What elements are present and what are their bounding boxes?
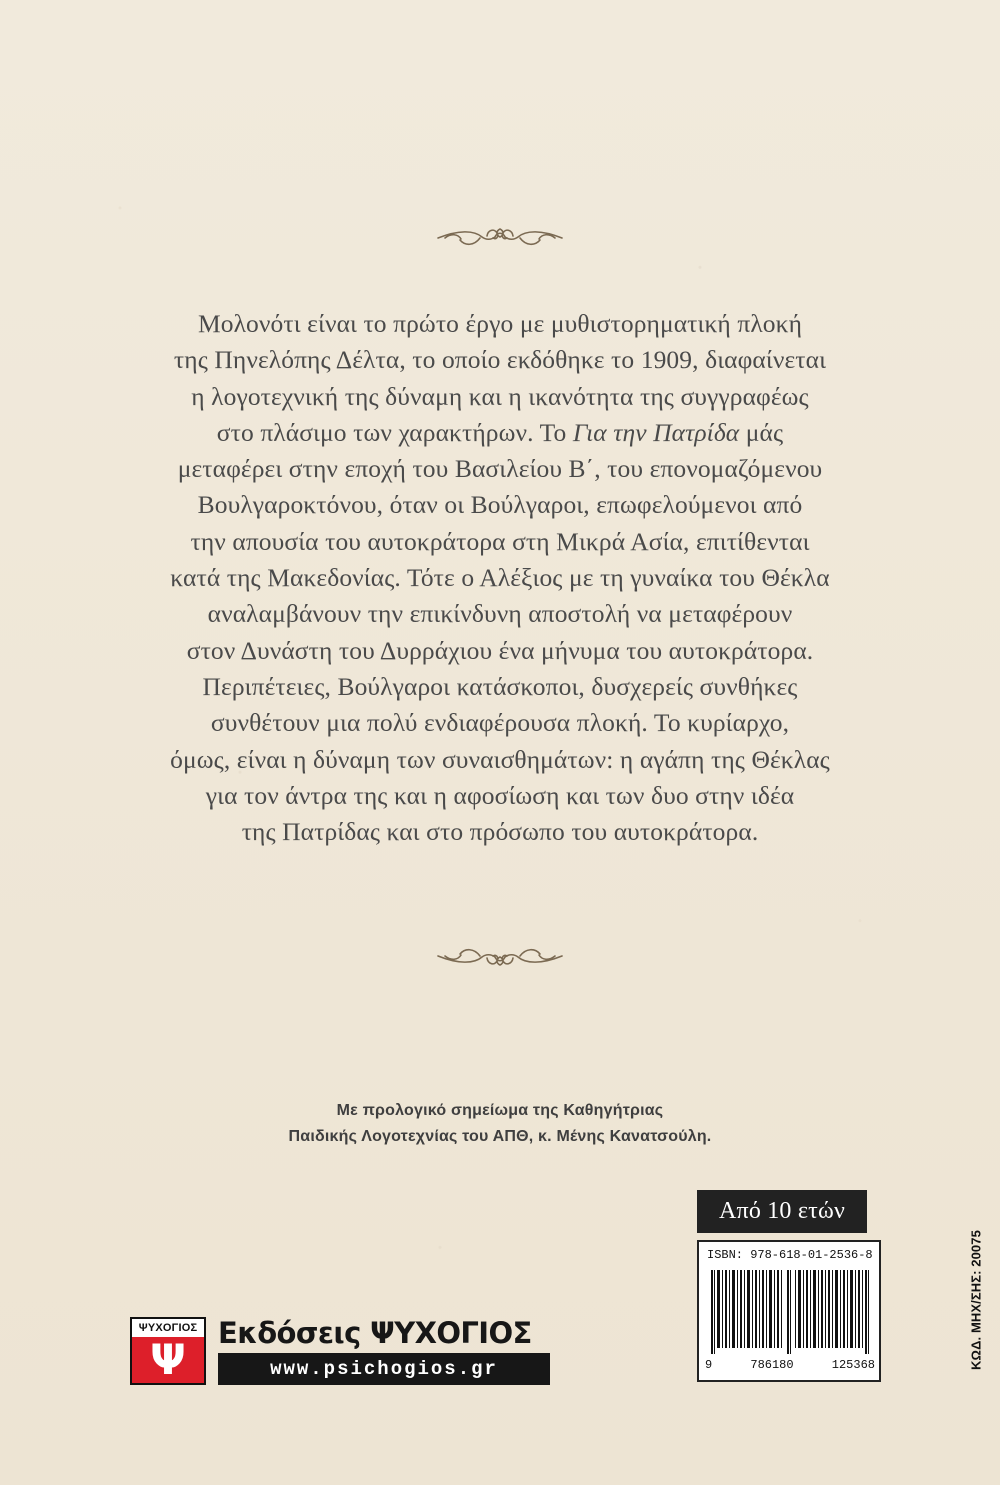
publisher-website-link[interactable]: www.psichogios.gr bbox=[218, 1353, 550, 1385]
preface-note bbox=[250, 1098, 750, 1150]
psi-glyph: Ψ bbox=[150, 1335, 186, 1384]
barcode-icon bbox=[709, 1270, 871, 1354]
psi-logo-icon bbox=[130, 1317, 206, 1385]
logo-red-panel bbox=[132, 1337, 204, 1383]
description-line: κατά της Μακεδονίας. Τότε ο Αλέξιος με τη γυναίκα του Θέκλα bbox=[170, 563, 830, 593]
description-line: την απουσία του αυτοκράτορα στη Μικρά Ασία, επιτίθενται bbox=[190, 526, 810, 556]
description-line bbox=[130, 415, 870, 451]
publisher-block bbox=[130, 1317, 550, 1385]
barcode-first-digit: 9 bbox=[705, 1358, 713, 1372]
description-line: αναλαμβάνουν την επικίνδυνη αποστολή να μεταφέρουν bbox=[207, 599, 793, 629]
description-line: όμως, είναι η δύναμη των συναισθημάτων: η αγάπη της Θέκλας bbox=[170, 744, 830, 774]
barcode-group-2: 125368 bbox=[831, 1358, 875, 1372]
description-line: στον Δυνάστη του Δυρράχιου ένα μήνυμα του αυτοκράτορα. bbox=[186, 635, 814, 665]
preface-line-2: Παιδικής Λογοτεχνίας του ΑΠΘ, κ. Μένης Κανατσούλη. bbox=[288, 1128, 712, 1145]
description-line: η λογοτεχνική της δύναμη και η ικανότητα της συγγραφέως bbox=[191, 381, 809, 411]
description-line: Μολονότι είναι το πρώτο έργο με μυθιστορηματική πλοκή bbox=[197, 309, 803, 338]
description-line: μεταφέρει στην εποχή του Βασιλείου Β΄, του επονομαζόμενου bbox=[177, 454, 823, 484]
description-line: Περιπέτειες, Βούλγαροι κατάσκοποι, δυσχερείς συνθήκες bbox=[202, 671, 798, 701]
top-flourish-icon bbox=[430, 220, 570, 254]
barcode-card bbox=[697, 1240, 881, 1382]
barcode-number bbox=[705, 1358, 875, 1372]
isbn-text: ISBN: 978-618-01-2536-8 bbox=[707, 1248, 873, 1262]
description-line-end: μάς bbox=[745, 417, 784, 447]
description-line: της Πατρίδας και στο πρόσωπο του αυτοκράτορα. bbox=[241, 817, 759, 847]
book-description bbox=[130, 306, 870, 850]
book-title-italic: Για την Πατρίδα bbox=[572, 417, 740, 447]
age-badge: Από 10 ετών bbox=[697, 1190, 867, 1233]
description-line: της Πηνελόπης Δέλτα, το οποίο εκδόθηκε το 1909, διαφαίνεται bbox=[173, 345, 827, 375]
bottom-flourish-icon bbox=[430, 940, 570, 974]
description-line: για τον άντρα της και η αφοσίωση και των δυο στην ιδέα bbox=[205, 780, 795, 810]
description-line: συνθέτουν μια πολύ ενδιαφέρουσα πλοκή. Το κυρίαρχο, bbox=[210, 708, 790, 738]
preface-line-1: Με προλογικό σημείωμα της Καθηγήτριας bbox=[336, 1102, 664, 1119]
description-line-start: στο πλάσιμο των χαρακτήρων. Το bbox=[216, 417, 567, 447]
barcode-group-1: 786180 bbox=[750, 1358, 794, 1372]
side-product-code: ΚΩΔ. ΜΗΧ/ΣΗΣ: 20075 bbox=[968, 1230, 984, 1370]
publisher-name: Εκδόσεις ΨΥΧΟΓΙΟΣ bbox=[218, 1316, 532, 1350]
logo-wordmark: ΨΥΧΟΓΙΟΣ bbox=[138, 1322, 198, 1334]
description-line: Βουλγαροκτόνου, όταν οι Βούλγαροι, επωφελούμενοι από bbox=[197, 490, 803, 520]
